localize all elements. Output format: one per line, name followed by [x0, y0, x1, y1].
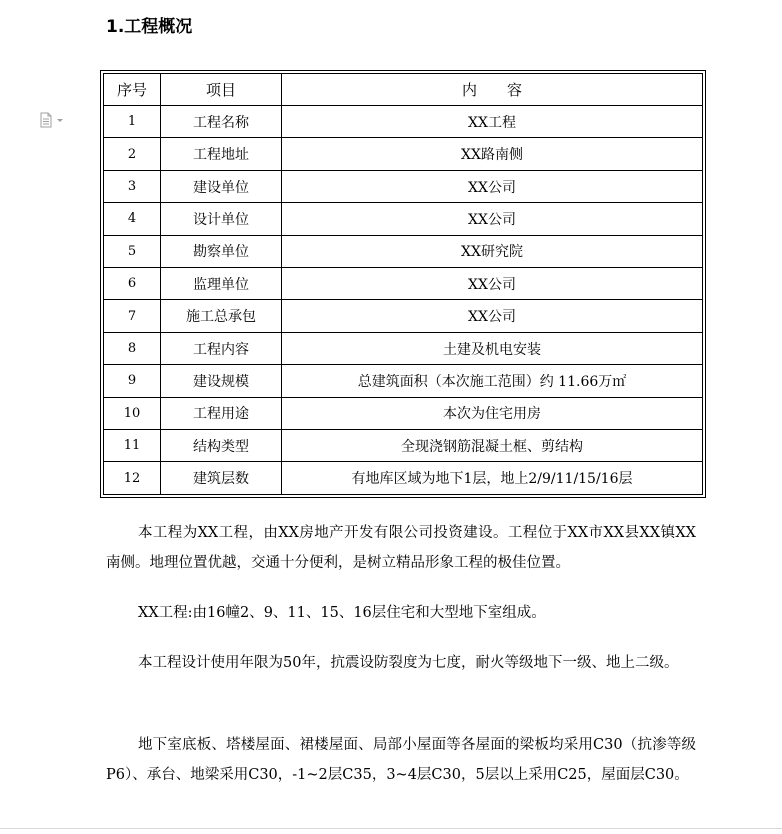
table-row — [104, 332, 703, 364]
document-menu[interactable] — [40, 112, 66, 128]
row-item: 建设单位 — [161, 170, 282, 202]
row-content: XX路南侧 — [282, 138, 703, 170]
row-content: XX公司 — [282, 300, 703, 332]
row-item: 设计单位 — [161, 203, 282, 235]
row-no: 12 — [104, 462, 161, 495]
row-no: 9 — [104, 365, 161, 397]
header-no: 序号 — [104, 74, 161, 106]
row-content: 全现浇钢筋混凝土框、剪结构 — [282, 430, 703, 462]
row-content: XX研究院 — [282, 235, 703, 267]
row-no: 4 — [104, 203, 161, 235]
table-row — [104, 106, 703, 138]
row-item: 建筑层数 — [161, 462, 282, 495]
paragraph-design-life: 本工程设计使用年限为50年，抗震设防裂度为七度，耐火等级地下一级、地上二级。 — [138, 655, 679, 671]
row-no: 8 — [104, 332, 161, 364]
table-row — [104, 365, 703, 397]
table-row — [104, 397, 703, 429]
row-content: 本次为住宅用房 — [282, 397, 703, 429]
table-row — [104, 235, 703, 267]
row-no: 6 — [104, 268, 161, 300]
row-item: 工程用途 — [161, 397, 282, 429]
row-content: 土建及机电安装 — [282, 332, 703, 364]
row-item: 建设规模 — [161, 365, 282, 397]
row-item: 工程地址 — [161, 138, 282, 170]
document-icon — [40, 112, 66, 128]
row-content: 总建筑面积（本次施工范围）约 11.66万㎡ — [282, 365, 703, 397]
row-content: 有地库区域为地下1层，地上2/9/11/15/16层 — [282, 462, 703, 495]
table-row — [104, 300, 703, 332]
page-bottom-edge — [0, 828, 782, 829]
row-content: XX公司 — [282, 268, 703, 300]
paragraph-composition: XX工程:由16幢2、9、11、15、16层住宅和大型地下室组成。 — [138, 605, 546, 621]
row-content: XX公司 — [282, 203, 703, 235]
row-no: 10 — [104, 397, 161, 429]
row-no: 2 — [104, 138, 161, 170]
row-content: XX工程 — [282, 106, 703, 138]
table-row — [104, 170, 703, 202]
table-row — [104, 462, 703, 495]
row-no: 5 — [104, 235, 161, 267]
table-row — [104, 203, 703, 235]
header-item: 项目 — [161, 74, 282, 106]
paragraph-intro: 本工程为XX工程，由XX房地产开发有限公司投资建设。工程位于XX市XX县XX镇XX南侧。地理位置优越，交通十分便利，是树立精品形象工程的极佳位置。 — [106, 525, 696, 571]
row-item: 结构类型 — [161, 430, 282, 462]
table-row — [104, 138, 703, 170]
section-title: 1.工程概况 — [106, 17, 193, 37]
table-row — [104, 268, 703, 300]
header-content: 内 容 — [282, 74, 703, 106]
chevron-down-icon — [57, 119, 63, 122]
table-header-row — [104, 74, 703, 106]
row-content: XX公司 — [282, 170, 703, 202]
row-no: 3 — [104, 170, 161, 202]
row-item: 工程内容 — [161, 332, 282, 364]
row-item: 施工总承包 — [161, 300, 282, 332]
project-overview-table — [100, 70, 706, 498]
row-no: 1 — [104, 106, 161, 138]
row-item: 勘察单位 — [161, 235, 282, 267]
row-item: 工程名称 — [161, 106, 282, 138]
row-item: 监理单位 — [161, 268, 282, 300]
row-no: 11 — [104, 430, 161, 462]
table-row — [104, 430, 703, 462]
paragraph-concrete: 地下室底板、塔楼屋面、裙楼屋面、局部小屋面等各屋面的梁板均采用C30（抗渗等级P6）、承台、地梁采用C30，-1~2层C35，3~4层C30，5层以上采用C25，屋面层C30。 — [106, 737, 696, 783]
row-no: 7 — [104, 300, 161, 332]
